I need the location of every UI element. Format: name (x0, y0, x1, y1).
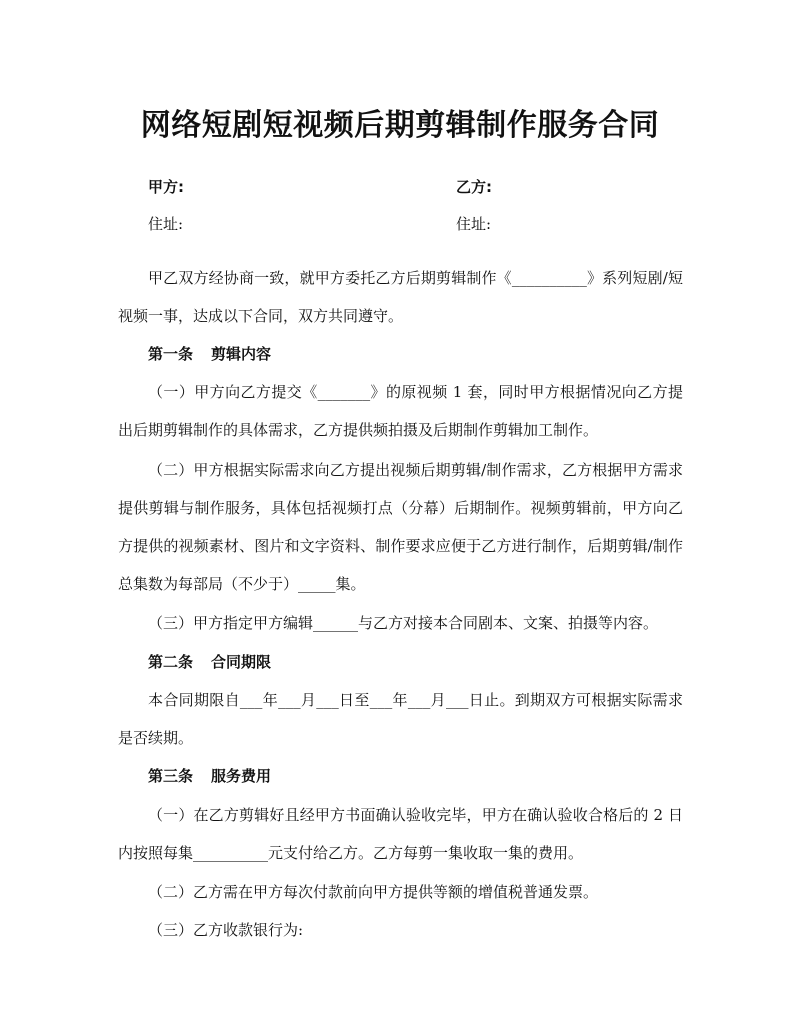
article2-title: 合同期限 (211, 653, 272, 671)
article3-number: 第三条 (148, 767, 194, 785)
article1-clause1: （一）甲方向乙方提交《_______》的原视频 1 套，同时甲方根据情况向乙方提出后期剪辑制作的具体需求，乙方提供频拍摄及后期制作剪辑加工制作。 (118, 383, 683, 439)
intro-paragraph: 甲乙双方经协商一致，就甲方委托乙方后期剪辑制作《__________》系列短剧/短视频一事，达成以下合同，双方共同遵守。 (118, 269, 683, 325)
document-title: 网络短剧短视频后期剪辑制作服务合同 (140, 108, 660, 143)
article2-clause1: 本合同期限自___年___月___日至___年___月___日止。到期双方可根据实际需求是否续期。 (118, 691, 683, 747)
party-b-label: 乙方: (456, 178, 492, 196)
article3-title: 服务费用 (211, 767, 272, 785)
article1-clause3: （三）甲方指定甲方编辑______与乙方对接本合同剧本、文案、拍摄等内容。 (148, 614, 659, 632)
party-b-address-label: 住址: (456, 215, 492, 233)
party-a-address-label: 住址: (148, 215, 184, 233)
article1-clause2: （二）甲方根据实际需求向乙方提出视频后期剪辑/制作需求，乙方根据甲方需求提供剪辑与制作服务，具体包括视频打点（分幕）后期制作。视频剪辑前，甲方向乙方提供的视频素材、图片和文字资料、制作要求应便于乙方进行制作，后期剪辑/制作总集数为每部局（不少于）_____集。 (118, 461, 683, 593)
article3-clause3: （三）乙方收款银行为: (148, 921, 304, 939)
article1-heading (148, 343, 271, 365)
article2-heading (148, 651, 271, 673)
article1-title: 剪辑内容 (211, 345, 272, 363)
article3-clause2: （二）乙方需在甲方每次付款前向甲方提供等额的增值税普通发票。 (148, 883, 599, 901)
party-a-label: 甲方: (148, 178, 184, 196)
article3-heading (148, 765, 271, 787)
article2-number: 第二条 (148, 653, 194, 671)
article3-clause1: （一）在乙方剪辑好且经甲方书面确认验收完毕，甲方在确认验收合格后的 2 日内按照每集__________元支付给乙方。乙方每剪一集收取一集的费用。 (118, 806, 683, 862)
article1-number: 第一条 (148, 345, 194, 363)
